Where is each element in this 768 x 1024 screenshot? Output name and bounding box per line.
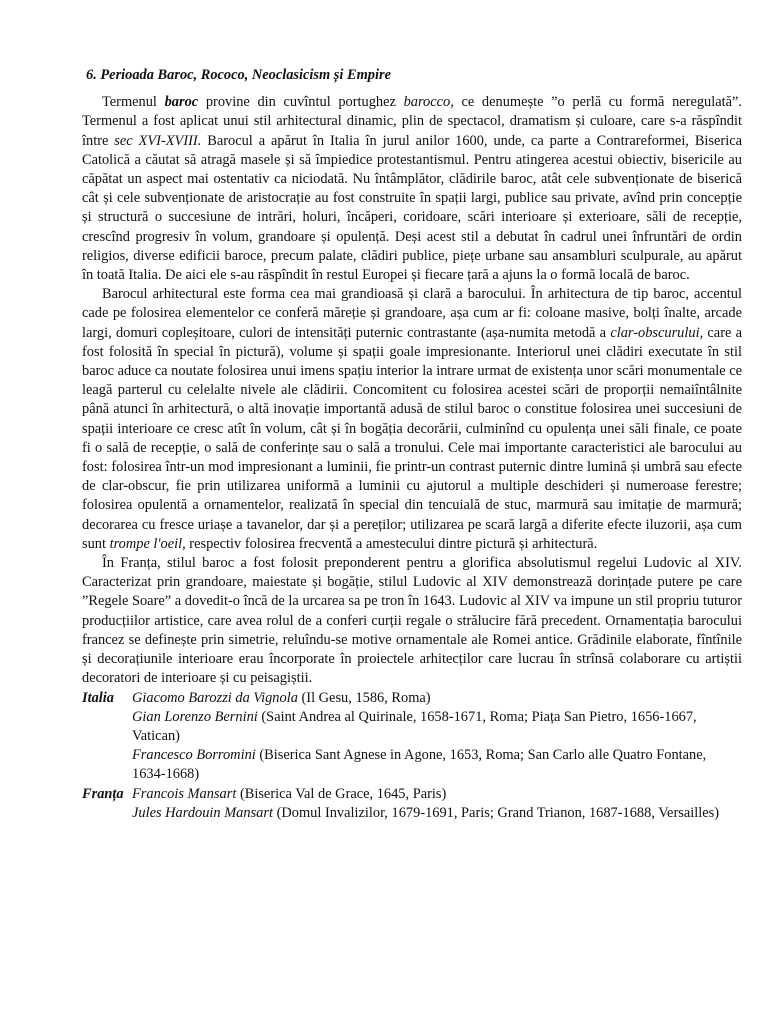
work-detail: (Biserica Val de Grace, 1645, Paris)	[236, 785, 447, 802]
list-item	[132, 689, 742, 708]
emphasis-term: clar-obscurului,	[610, 324, 704, 341]
text-run: provine din cuvîntul portughez	[198, 94, 404, 111]
text-run: respectiv folosirea frecventă a amestecului dintre pictură și arhitectură.	[185, 535, 598, 552]
text-run: Barocul a apărut în Italia în jurul anilor 1600, unde, ca parte a Contrareformei, Biserica Catolică a căutat să atragă masele și să împiedice protestantismul. Pentru atingerea acestui obiectiv, bisericile au căpătat un aspect mai ostentativ ca niciodată. Nu întâmplător, clădirile baroc, atât cele subvenționate de biserică cât și cele subvenționate de aristocrație au fost construite în spații largi, publice sau private, avînd prin concepție și structură o succesiune de intrări, holuri, încăperi, coridoare, scări interioare și exterioare, săli de recepție, crescînd progresiv în volum, grandoare și opulență. Deși acest stil a debutat în cadrul unei înfruntări de ordin religios, diverse edificii baroce, precum palate, clădiri publice, piețe urbane sau ansambluri sculpurale, au apărut în toată Italia. De aici ele s-au răspîndit în restul Europei și fiecare țară a ajuns la o formă locală de baroc.	[82, 132, 742, 284]
list-item	[132, 746, 742, 784]
country-label: Italia	[82, 689, 114, 706]
country-group-italia	[82, 689, 742, 785]
text-run: ce denumește ”o perlă cu formă neregulată”. Termenul a fost aplicat unui stil arhitectural dinamic, plin de spectacol, dramatism și culoare, care s-a răspîndit între	[82, 94, 742, 149]
work-detail: (Saint Andrea al Quirinale, 1658-1671, Roma; Piața San Pietro, 1656-1667, Vatican)	[132, 708, 697, 744]
artist-name: Jules Hardouin Mansart	[132, 804, 273, 821]
paragraph-baroc-architecture	[82, 285, 742, 554]
artist-name: Francesco Borromini	[132, 747, 256, 764]
work-detail: (Biserica Sant Agnese in Agone, 1653, Roma; San Carlo alle Quatro Fontane, 1634-1668)	[132, 747, 707, 783]
text-run: Termenul	[102, 94, 165, 111]
list-item	[132, 708, 742, 746]
artist-name: Gian Lorenzo Bernini	[132, 708, 258, 725]
emphasis-term: sec XVI-XVIII.	[114, 132, 202, 149]
works-list	[82, 689, 742, 823]
text-run: care a fost folosită în special în pictură), volume și spații goale impresionante. Interiorul unei clădiri executate în stil baroc aduce ca noutate folosirea unui imens spațiu interior la intrare urmat de existența unor scări monumentale ce leagă parterul cu celelalte nivele ale clădirii. Concomitent cu folosirea acestei scări de proporții nemaiîntâlnite până atunci în arhitectură, o altă inovație importantă adusă de stilul baroc o constitue folosirea unei succesiuni de spații interioare ce cresc atît în volum, cât și în bogăția decorării, culminînd cu opulența unei săli finale, ce poate fi o sală de recepție, o sală de conferințe sau o sală a tronului. Cele mai importante caracteristici ale barocului au fost: folosirea într-un mod impresionant a luminii, fie printr-un contrast puternic dintre lumină și umbră sau efecte de clar-obscur, fie prin utilizarea uniformă a luminii cu ajutorul a multiple deschideri și numeroase ferestre; folosirea opulentă a ornamentelor, realizată în special din tencuială de stuc, marmură sau imitație de marmură; decorarea cu fresce uriașe a tavanelor, dar și a pereților; utilizarea pe scară largă a diferite efecte iluzorii, așa cum sunt	[82, 324, 742, 552]
document-page	[82, 66, 742, 823]
work-detail: (Il Gesu, 1586, Roma)	[297, 689, 431, 706]
list-item	[132, 785, 742, 804]
emphasis-term: baroc	[164, 94, 199, 111]
text-run: Barocul arhitectural este forma cea mai grandioasă și clară a barocului. În arhitectura de tip baroc, accentul cade pe folosirea elementelor ce conferă măreție și grandoare, așa cum ar fi: coloane masive, bolți înalte, arcade largi, domuri copleșitoare, culori de intensități puternic contrastante (așa-numita metodă a	[82, 286, 742, 341]
emphasis-term: barocco,	[403, 94, 454, 111]
paragraph-baroc-origin	[82, 93, 742, 285]
paragraph-baroc-france: În Franța, stilul baroc a fost folosit preponderent pentru a glorifica absolutismul regelui Ludovic al XIV. Caracterizat prin grandoare, maiestate și bogăție, stilul Ludovic al XIV demonstrează dorințade putere pe care ”Regele Soare” a dovedit-o încă de la urcarea sa pe tron în 1643. Ludovic al XIV va impune un stil propriu tuturor producțiilor artistice, care avea rolul de a conferi curții regale o strălucire fără precedent. Ornamentația barocului francez se definește prin simetrie, reluîndu-se motive ornamentale ale Romei antice. Grădinile elaborate, fîntînile și decorațiunile interioare erau încorporate în proiectele arhitecților care lucrau în strînsă colaborare cu artiștii decoratori de interioare și cu peisagiștii.	[82, 555, 742, 687]
country-label: Franța	[82, 785, 124, 802]
list-item	[132, 804, 742, 823]
section-title: 6. Perioada Baroc, Rococo, Neoclasicism și Empire	[86, 67, 391, 83]
artist-name: Giacomo Barozzi da Vignola	[132, 689, 298, 706]
emphasis-term: trompe l'oeil,	[109, 535, 186, 552]
country-group-franta	[82, 785, 742, 823]
artist-name: Francois Mansart	[132, 785, 237, 802]
work-detail: (Domul Invalizilor, 1679-1691, Paris; Grand Trianon, 1687-1688, Versailles)	[272, 804, 720, 821]
